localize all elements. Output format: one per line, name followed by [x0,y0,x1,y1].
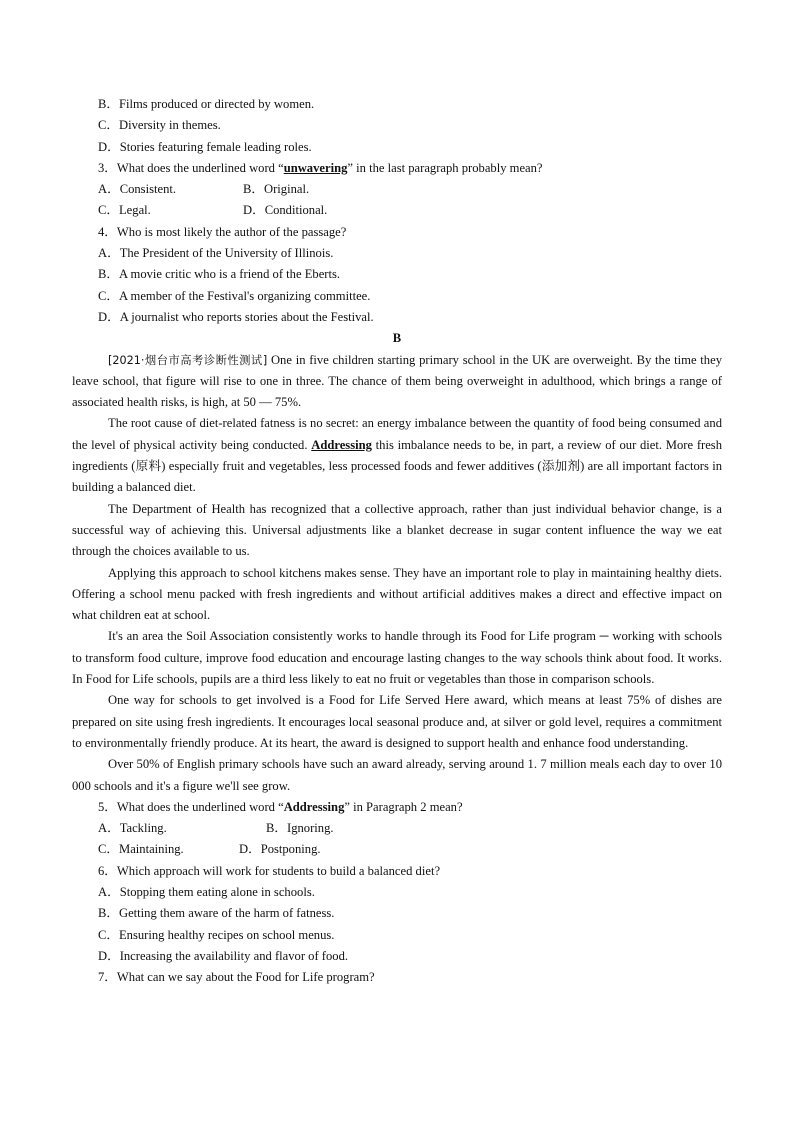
source-tag: [2021·烟台市高考诊断性测试] [108,353,268,367]
q2-option-d: D．Stories featuring female leading roles. [98,139,312,154]
q5-stem-pre: 5．What does the underlined word “ [98,799,284,814]
paragraph-7: Over 50% of English primary schools have such an award already, serving around 1. 7 million meals each day to over 10 000 schools and it's a figure we'll see grow. [72,757,722,793]
q3-stem [72,158,722,179]
document-page [72,94,722,988]
q5-stem-post: ” in Paragraph 2 mean? [344,799,463,814]
q3-options-row-2 [72,200,722,221]
q4-option-d: D．A journalist who reports stories about the Festival. [98,309,374,324]
q2-option-c: C．Diversity in themes. [98,118,221,133]
q5-option-a: A．Tackling. [98,821,167,836]
paragraph-4: Applying this approach to school kitchens makes sense. They have an important role to play in maintaining healthy diets. Offering a school menu packed with fresh ingredients and without artificial additives makes a direct and effective impact on what children eat at school. [72,565,722,623]
q6-option-c: C．Ensuring healthy recipes on school menus. [98,927,335,942]
paragraph-5: It's an area the Soil Association consistently works to handle through its Food for Life program ─ working with schools to transform food culture, improve food education and encourage lasting changes to the way schools think about food. It works. In Food for Life schools, pupils are a third less likely to eat no fruit or vegetables than those in comparison schools. [72,629,722,687]
section-b-heading: B [392,331,402,346]
q4-option-a: A．The President of the University of Illinois. [98,246,334,261]
q5-option-b: B．Ignoring. [266,821,334,836]
q4-option-b: B．A movie critic who is a friend of the Eberts. [98,267,341,282]
q5-option-d: D．Postponing. [239,842,321,857]
paragraph-2-post: this imbalance needs to be, in part, a review of our diet. More fresh ingredients (原料) especially fruit and vegetables, less processed foods and fewer additives (添加剂) are all important factors in building a balanced diet. [72,437,723,495]
paragraph-1-text: One in five children starting primary school in the UK are overweight. By the time they leave school, that figure will rise to one in three. The chance of them being overweight in adulthood, which brings a range of associated health risks, is high, at 50 — 75%. [72,352,722,410]
q3-option-a: A．Consistent. [98,182,177,197]
q3-options-row-1 [72,179,722,200]
paragraph-2-pre: The root cause of diet-related fatness is no secret: an energy imbalance between the quantity of food being consumed and the level of physical activity being conducted. [72,416,722,452]
paragraph-2 [72,413,722,498]
q7-stem: 7．What can we say about the Food for Life program? [98,970,375,985]
q6-option-b: B．Getting them aware of the harm of fatness. [98,906,335,921]
paragraph-3: The Department of Health has recognized that a collective approach, rather than just individual behavior change, is a successful way of achieving this. Universal adjustments like a blanket decrease in sugar content influence the way we eat through the choices available to us. [72,501,722,559]
q3-stem-post: ” in the last paragraph probably mean? [347,160,543,175]
q2-option-b: B．Films produced or directed by women. [98,97,315,111]
q6-option-a: A．Stopping them eating alone in schools. [98,884,315,899]
q5-bold-word: Addressing [283,799,345,814]
q6-option-d: D．Increasing the availability and flavor of food. [98,948,349,963]
paragraph-2-underlined-word: Addressing [311,437,372,452]
q4-stem: 4．Who is most likely the author of the passage? [98,224,347,239]
q3-option-b: B．Original. [243,182,310,197]
q5-stem [72,797,722,818]
paragraph-1 [72,350,722,414]
paragraph-6: One way for schools to get involved is a Food for Life Served Here award, which means at least 75% of dishes are prepared on site using fresh ingredients. It encourages local seasonal produce and, at silver or gold level, requires a commitment to environmentally friendly produce. At its heart, the award is designed to support health and enhance food understanding. [72,693,722,750]
q3-option-d: D．Conditional. [243,203,328,218]
q3-underlined-word: unwavering [283,160,348,175]
q6-stem: 6．Which approach will work for students to build a balanced diet? [98,863,441,878]
q3-stem-pre: 3．What does the underlined word “ [98,160,284,175]
q5-options-row-1 [72,818,722,839]
q5-option-c: C．Maintaining. [98,842,184,857]
q5-options-row-2 [72,839,722,860]
q3-option-c: C．Legal. [98,203,151,218]
q4-option-c: C．A member of the Festival's organizing committee. [98,288,371,303]
